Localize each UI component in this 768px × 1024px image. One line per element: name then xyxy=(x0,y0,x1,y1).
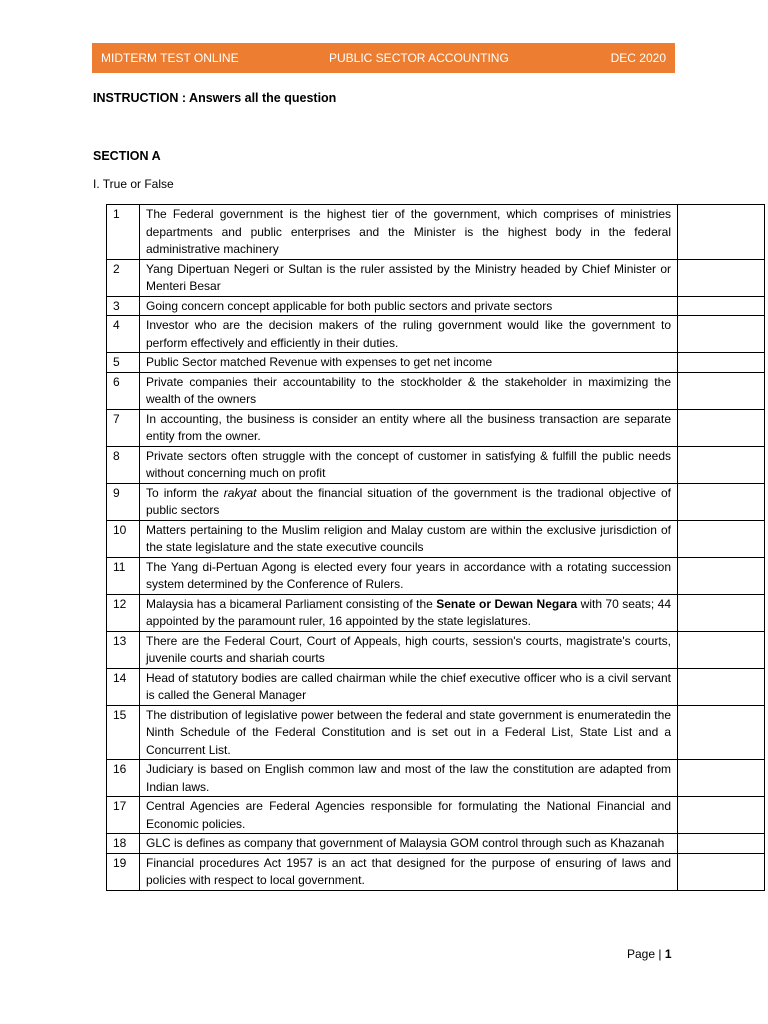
table-row xyxy=(107,594,765,631)
answer-cell[interactable] xyxy=(678,409,765,446)
answer-cell[interactable] xyxy=(678,353,765,373)
question-statement: Going concern concept applicable for both public sectors and private sectors xyxy=(140,296,678,316)
statement-text-before: To inform the xyxy=(146,485,224,500)
header-right-text: DEC 2020 xyxy=(610,51,666,65)
answer-cell[interactable] xyxy=(678,668,765,705)
table-row xyxy=(107,631,765,668)
table-row xyxy=(107,760,765,797)
answer-cell[interactable] xyxy=(678,296,765,316)
question-statement xyxy=(140,594,678,631)
answer-cell[interactable] xyxy=(678,483,765,520)
section-title: SECTION A xyxy=(93,149,161,163)
question-number: 5 xyxy=(107,353,140,373)
table-row xyxy=(107,372,765,409)
page-footer xyxy=(627,947,672,961)
question-statement: Head of statutory bodies are called chairman while the chief executive officer who is a civil servant is called the General Manager xyxy=(140,668,678,705)
answer-cell[interactable] xyxy=(678,372,765,409)
table-row xyxy=(107,834,765,854)
question-number: 15 xyxy=(107,705,140,760)
question-statement: There are the Federal Court, Court of Appeals, high courts, session's courts, magistrate's courts, juvenile courts and shariah courts xyxy=(140,631,678,668)
table-row xyxy=(107,520,765,557)
question-number: 18 xyxy=(107,834,140,854)
answer-cell[interactable] xyxy=(678,316,765,353)
question-number: 11 xyxy=(107,557,140,594)
question-number: 10 xyxy=(107,520,140,557)
question-statement: Judiciary is based on English common law and most of the law the constitution are adapted from Indian laws. xyxy=(140,760,678,797)
statement-text-after: about the financial situation of the government is the tradional objective of public sectors xyxy=(146,485,672,517)
table-row xyxy=(107,853,765,890)
document-header-bar xyxy=(92,43,675,73)
table-row xyxy=(107,259,765,296)
question-number: 19 xyxy=(107,853,140,890)
question-number: 6 xyxy=(107,372,140,409)
question-statement: GLC is defines as company that government of Malaysia GOM control through such as Khazanah xyxy=(140,834,678,854)
question-number: 3 xyxy=(107,296,140,316)
question-statement: Investor who are the decision makers of the ruling government would like the government to perform effectively and efficiently in their duties. xyxy=(140,316,678,353)
question-statement xyxy=(140,483,678,520)
question-number: 14 xyxy=(107,668,140,705)
question-statement: Private companies their accountability to the stockholder & the stakeholder in maximizing the wealth of the owners xyxy=(140,372,678,409)
question-number: 7 xyxy=(107,409,140,446)
answer-cell[interactable] xyxy=(678,797,765,834)
answer-cell[interactable] xyxy=(678,446,765,483)
question-statement: Central Agencies are Federal Agencies responsible for formulating the National Financial and Economic policies. xyxy=(140,797,678,834)
statement-text-after: with 70 seats; 44 appointed by the paramount ruler, 16 appointed by the state legislatures. xyxy=(146,596,671,628)
question-statement: In accounting, the business is consider an entity where all the business transaction are separate entity from the owner. xyxy=(140,409,678,446)
question-statement: The Yang di-Pertuan Agong is elected every four years in accordance with a rotating succession system determined by the Conference of Rulers. xyxy=(140,557,678,594)
answer-cell[interactable] xyxy=(678,259,765,296)
statement-italic-text: rakyat xyxy=(223,485,257,500)
statement-text-before: Malaysia has a bicameral Parliament consisting of the xyxy=(146,596,437,611)
answer-cell[interactable] xyxy=(678,557,765,594)
table-row xyxy=(107,705,765,760)
table-row xyxy=(107,668,765,705)
table-row xyxy=(107,483,765,520)
subsection-title: I. True or False xyxy=(93,177,174,191)
question-statement: The Federal government is the highest tier of the government, which comprises of ministries departments and public enterprises and the Minister is the highest body in the federal administrative machinery xyxy=(140,205,678,260)
question-number: 13 xyxy=(107,631,140,668)
header-left-text: MIDTERM TEST ONLINE xyxy=(101,51,239,65)
true-false-table xyxy=(106,204,765,891)
table-row xyxy=(107,446,765,483)
question-number: 9 xyxy=(107,483,140,520)
question-statement: Matters pertaining to the Muslim religion and Malay custom are within the exclusive jurisdiction of the state legislature and the state executive councils xyxy=(140,520,678,557)
question-statement: Public Sector matched Revenue with expenses to get net income xyxy=(140,353,678,373)
question-number: 1 xyxy=(107,205,140,260)
answer-cell[interactable] xyxy=(678,853,765,890)
question-statement: Financial procedures Act 1957 is an act that designed for the purpose of ensuring of laws and policies with respect to local government. xyxy=(140,853,678,890)
header-center-text: PUBLIC SECTOR ACCOUNTING xyxy=(329,51,509,65)
instruction-text: INSTRUCTION : Answers all the question xyxy=(93,91,337,105)
answer-cell[interactable] xyxy=(678,520,765,557)
statement-bold-text: Senate or Dewan Negara xyxy=(436,596,578,611)
table-row xyxy=(107,205,765,260)
table-row xyxy=(107,409,765,446)
page-label: Page xyxy=(627,947,656,961)
page-number: 1 xyxy=(664,947,672,961)
answer-cell[interactable] xyxy=(678,834,765,854)
table-row xyxy=(107,316,765,353)
table-row xyxy=(107,296,765,316)
question-number: 4 xyxy=(107,316,140,353)
table-row xyxy=(107,353,765,373)
page-separator: | xyxy=(658,947,662,961)
answer-cell[interactable] xyxy=(678,594,765,631)
table-row xyxy=(107,797,765,834)
question-number: 12 xyxy=(107,594,140,631)
question-number: 16 xyxy=(107,760,140,797)
table-row xyxy=(107,557,765,594)
question-number: 8 xyxy=(107,446,140,483)
question-number: 2 xyxy=(107,259,140,296)
answer-cell[interactable] xyxy=(678,631,765,668)
question-statement: The distribution of legislative power between the federal and state government is enumeratedin the Ninth Schedule of the Federal Constitution and is set out in a Federal List, State List and a Concurrent List. xyxy=(140,705,678,760)
question-statement: Yang Dipertuan Negeri or Sultan is the ruler assisted by the Ministry headed by Chief Minister or Menteri Besar xyxy=(140,259,678,296)
answer-cell[interactable] xyxy=(678,705,765,760)
question-statement: Private sectors often struggle with the concept of customer in satisfying & fulfill the public needs without concerning much on profit xyxy=(140,446,678,483)
answer-cell[interactable] xyxy=(678,760,765,797)
answer-cell[interactable] xyxy=(678,205,765,260)
question-number: 17 xyxy=(107,797,140,834)
